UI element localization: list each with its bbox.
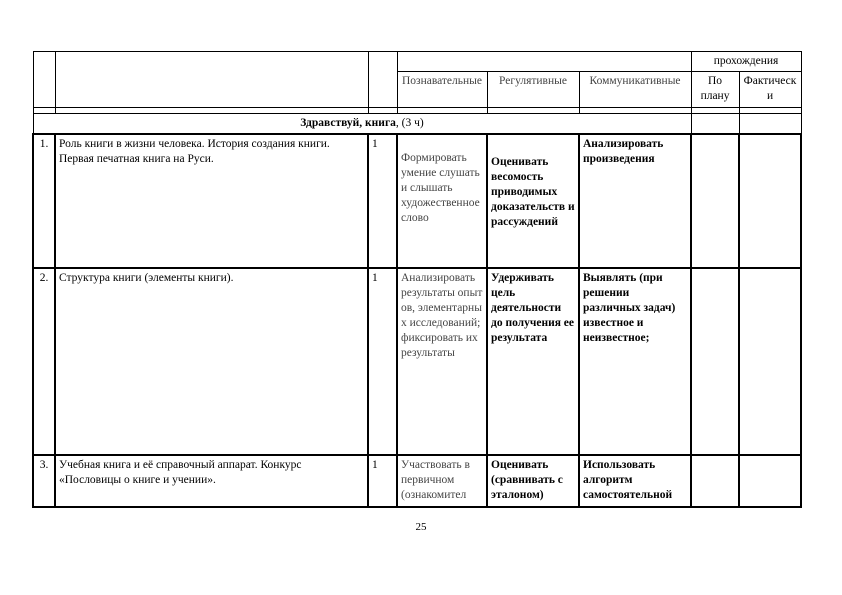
lesson-plan-table: [32, 51, 802, 508]
row-communicative: Использовать алгоритм самостоятельной: [579, 455, 691, 507]
row-actual: [739, 134, 801, 268]
section-title: Здравствуй, книга: [300, 117, 396, 129]
row-planned: [691, 455, 739, 507]
row-planned: [691, 268, 739, 455]
row-topic: Учебная книга и её справочный аппарат. Конкурс «Пословицы о книге и учении».: [55, 455, 368, 507]
header-dates-group: прохождения: [691, 52, 801, 72]
row-actual: [739, 268, 801, 455]
row-communicative: Выявлять (при решении различных задач) известное и неизвестное;: [579, 268, 691, 455]
row-topic: Роль книги в жизни человека. История создания книги. Первая печатная книга на Руси.: [55, 134, 368, 268]
header-communicative: Коммуникативные: [579, 72, 691, 108]
section-hours: (3 ч): [401, 117, 424, 129]
table-row: [33, 455, 801, 507]
row-hours: 1: [368, 455, 397, 507]
header-uud-cell: [397, 52, 691, 72]
header-actual: Фактически: [739, 72, 801, 108]
row-planned: [691, 134, 739, 268]
row-number: 3.: [33, 455, 55, 507]
section-planned-cell: [691, 114, 739, 135]
section-actual-cell: [739, 114, 801, 135]
table-row: [33, 268, 801, 455]
row-cognitive: Формировать умение слушать и слышать художественное слово: [397, 134, 487, 268]
row-regulative: Оценивать (сравнивать с эталоном): [487, 455, 579, 507]
header-topic-cell: [55, 52, 368, 108]
row-actual: [739, 455, 801, 507]
header-planned: По плану: [691, 72, 739, 108]
row-cognitive: Анализировать результаты опытов, элементарных исследований; фиксировать их результаты: [397, 268, 487, 455]
row-regulative: Удерживать цель деятельности до получения ее результата: [487, 268, 579, 455]
header-regulative: Регулятивные: [487, 72, 579, 108]
page-number: 25: [415, 521, 427, 533]
row-number: 1.: [33, 134, 55, 268]
header-num-cell: [33, 52, 55, 108]
row-hours: 1: [368, 134, 397, 268]
row-topic: Структура книги (элементы книги).: [55, 268, 368, 455]
row-cognitive: Участвовать в первичном (ознакомител: [397, 455, 487, 507]
table-row: [33, 134, 801, 268]
header-hours-cell: [368, 52, 397, 108]
row-number: 2.: [33, 268, 55, 455]
row-hours: 1: [368, 268, 397, 455]
row-communicative: Анализировать произведения: [579, 134, 691, 268]
section-row: [33, 114, 801, 135]
header-cognitive: Познавательные: [397, 72, 487, 108]
section-title-cell: Здравствуй, книга, (3 ч): [33, 114, 691, 135]
header-row-1: [33, 52, 801, 72]
row-regulative: Оценивать весомость приводимых доказательств и рассуждений: [487, 134, 579, 268]
